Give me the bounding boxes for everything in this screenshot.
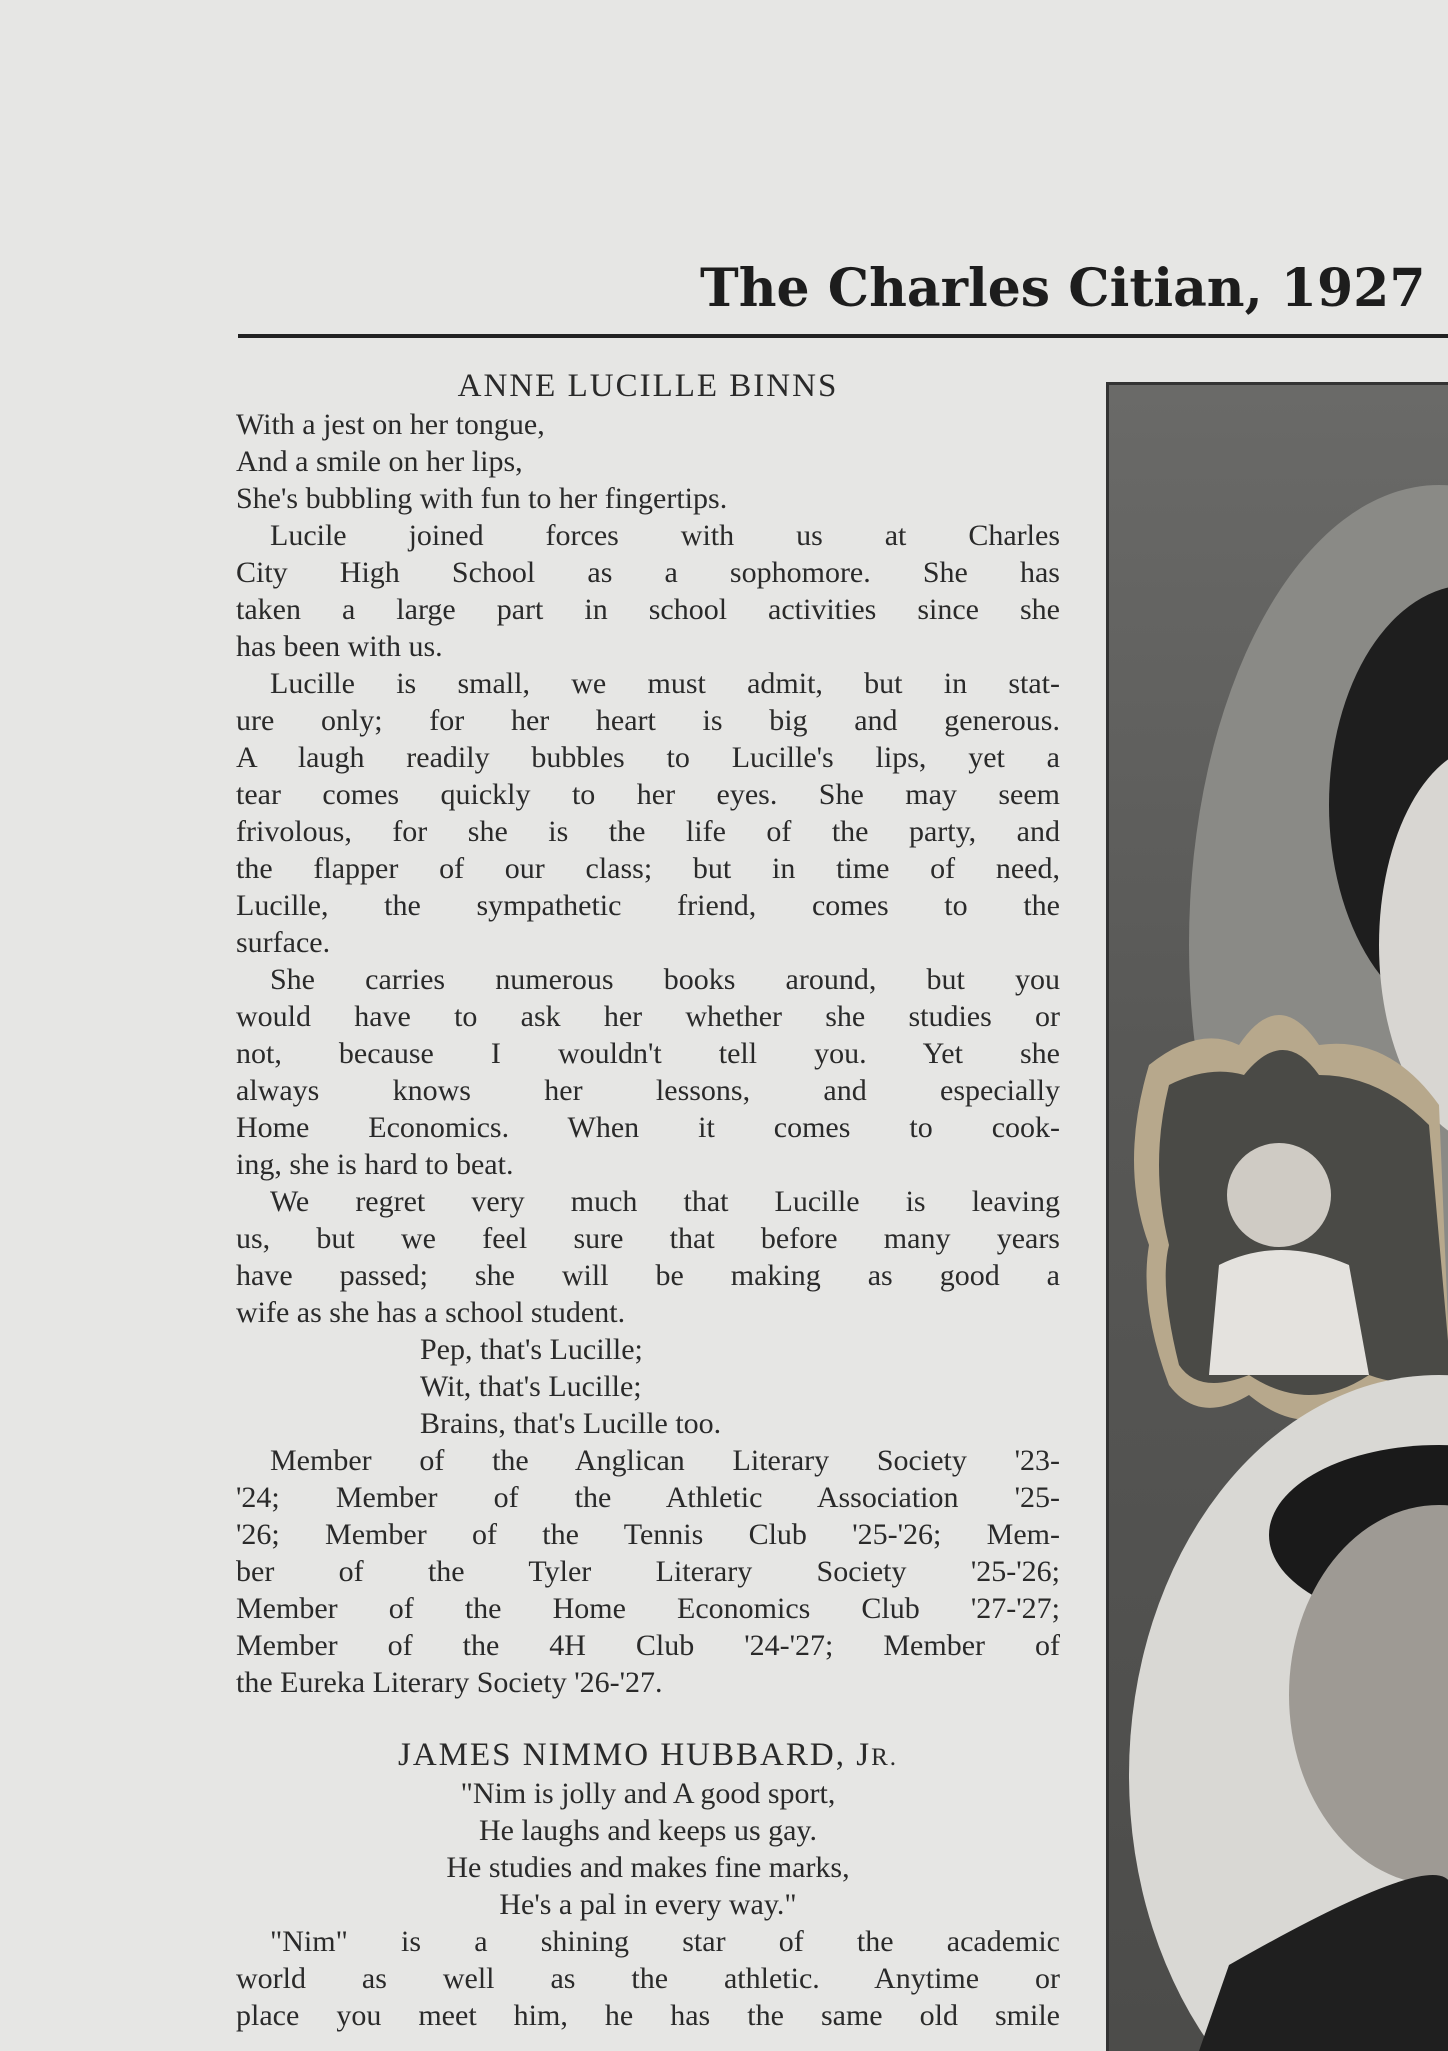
poem-line: He studies and makes fine marks, bbox=[446, 1851, 850, 1884]
anne-paragraph-1 bbox=[236, 517, 1060, 665]
verse-line: Brains, that's Lucille too. bbox=[420, 1407, 722, 1440]
text-line: We regret very much that Lucille is leaving bbox=[270, 1185, 1060, 1218]
poem-line: He laughs and keeps us gay. bbox=[479, 1814, 817, 1847]
portrait-photos-graphic bbox=[1109, 385, 1448, 2051]
text-line: have passed; she will be making as good a bbox=[236, 1259, 1060, 1292]
text-line: world as well as the athletic. Anytime or bbox=[236, 1962, 1060, 1995]
anne-poem bbox=[236, 406, 1060, 517]
text-line: Member of the Anglican Literary Society '23- bbox=[270, 1444, 1060, 1477]
text-line: place you meet him, he has the same old smile bbox=[236, 1999, 1060, 2032]
text-line: us, but we feel sure that before many years bbox=[236, 1222, 1060, 1255]
header-rule bbox=[238, 334, 1448, 338]
text-line: Home Economics. When it comes to cook- bbox=[236, 1111, 1060, 1144]
text-line: '26; Member of the Tennis Club '25-'26; Mem- bbox=[236, 1518, 1060, 1551]
poem-line: And a smile on her lips, bbox=[236, 445, 523, 478]
text-line: She carries numerous books around, but you bbox=[270, 963, 1060, 996]
section-gap bbox=[236, 1701, 1060, 1735]
verse-line: Pep, that's Lucille; bbox=[420, 1333, 643, 1366]
text-line: '24; Member of the Athletic Association '25- bbox=[236, 1481, 1060, 1514]
text-line: has been with us. bbox=[236, 630, 443, 663]
text-line: Lucille, the sympathetic friend, comes to the bbox=[236, 889, 1060, 922]
text-line: ber of the Tyler Literary Society '25-'26; bbox=[236, 1555, 1060, 1588]
james-name-heading bbox=[236, 1735, 1060, 1775]
text-line: Member of the Home Economics Club '27-'27; bbox=[236, 1592, 1060, 1625]
anne-verse bbox=[236, 1331, 1060, 1442]
text-line: surface. bbox=[236, 926, 331, 959]
anne-paragraph-2 bbox=[236, 665, 1060, 961]
poem-line: With a jest on her tongue, bbox=[236, 408, 545, 441]
text-line: tear comes quickly to her eyes. She may seem bbox=[236, 778, 1060, 811]
portrait-photo-panel bbox=[1106, 382, 1448, 2051]
text-line: Member of the 4H Club '24-'27; Member of bbox=[236, 1629, 1060, 1662]
james-suffix-j: J bbox=[856, 1737, 872, 1773]
poem-line: He's a pal in every way." bbox=[499, 1888, 797, 1921]
text-line: Lucille is small, we must admit, but in stat- bbox=[270, 667, 1060, 700]
baby-dress bbox=[1209, 1250, 1369, 1375]
anne-activities bbox=[236, 1442, 1060, 1701]
james-poem bbox=[236, 1775, 1060, 1923]
text-line: frivolous, for she is the life of the party, and bbox=[236, 815, 1060, 848]
james-suffix-rest: R. bbox=[871, 1744, 898, 1771]
poem-line: "Nim is jolly and A good sport, bbox=[460, 1777, 836, 1810]
text-line: the Eureka Literary Society '26-'27. bbox=[236, 1666, 663, 1699]
text-line: not, because I wouldn't tell you. Yet she bbox=[236, 1037, 1060, 1070]
james-name: JAMES NIMMO HUBBARD, bbox=[397, 1737, 846, 1773]
james-paragraph-1 bbox=[236, 1923, 1060, 2034]
text-column bbox=[236, 366, 1060, 2034]
baby-face bbox=[1227, 1143, 1331, 1247]
verse-line: Wit, that's Lucille; bbox=[420, 1370, 642, 1403]
text-line: ure only; for her heart is big and generous. bbox=[236, 704, 1060, 737]
text-line: the flapper of our class; but in time of need, bbox=[236, 852, 1060, 885]
text-line: Lucile joined forces with us at Charles bbox=[270, 519, 1060, 552]
page-header-title: The Charles Citian, 1927 bbox=[700, 258, 1426, 319]
anne-paragraph-4 bbox=[236, 1183, 1060, 1331]
poem-line: She's bubbling with fun to her fingertips. bbox=[236, 482, 728, 515]
anne-name-heading: ANNE LUCILLE BINNS bbox=[457, 368, 839, 404]
text-line: would have to ask her whether she studies or bbox=[236, 1000, 1060, 1033]
text-line: A laugh readily bubbles to Lucille's lips, yet a bbox=[236, 741, 1060, 774]
text-line: wife as she has a school student. bbox=[236, 1296, 626, 1329]
text-line: taken a large part in school activities since she bbox=[236, 593, 1060, 626]
text-line: "Nim" is a shining star of the academic bbox=[270, 1925, 1060, 1958]
text-line: ing, she is hard to beat. bbox=[236, 1148, 514, 1181]
text-line: always knows her lessons, and especially bbox=[236, 1074, 1060, 1107]
anne-paragraph-3 bbox=[236, 961, 1060, 1183]
text-line: City High School as a sophomore. She has bbox=[236, 556, 1060, 589]
